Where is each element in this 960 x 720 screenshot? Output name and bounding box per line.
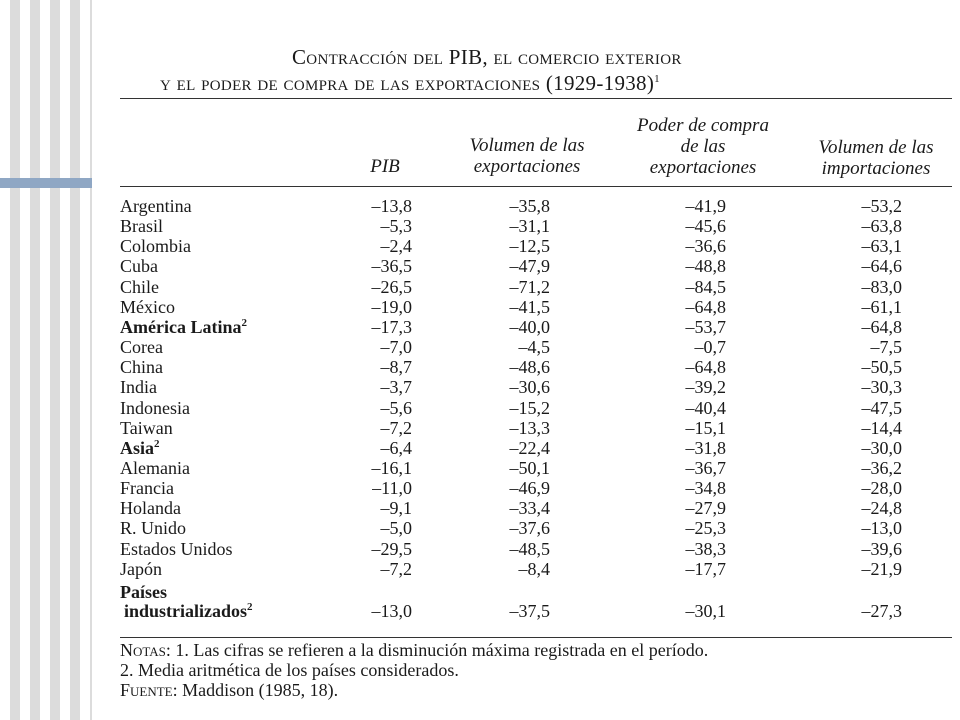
note-line-1	[120, 640, 950, 660]
cell-poder-compra: –25,3	[685, 518, 726, 538]
cell-vol-import: –64,6	[861, 256, 902, 276]
row-name	[120, 357, 163, 377]
cell-vol-import: –27,3	[861, 601, 902, 621]
cell-vol-import: –39,6	[861, 539, 902, 559]
cell-pib: –26,5	[371, 277, 412, 297]
cell-vol-import: –30,3	[861, 377, 902, 397]
cell-poder-compra: –53,7	[685, 317, 726, 337]
row-name	[120, 337, 163, 357]
table-row	[0, 458, 960, 478]
cell-poder-compra: –0,7	[694, 337, 726, 357]
table-row	[0, 478, 960, 498]
cell-vol-export: –12,5	[509, 236, 550, 256]
table-row	[0, 277, 960, 297]
bottom-rule	[120, 637, 952, 638]
table-row	[0, 297, 960, 317]
row-name-text: Indonesia	[120, 398, 190, 418]
cell-poder-compra: –34,8	[685, 478, 726, 498]
table-row	[0, 518, 960, 538]
title-line-2-text: y el poder de compra de las exportaciones (1929-1938)	[160, 71, 655, 95]
table-row	[0, 357, 960, 377]
cell-vol-import: –36,2	[861, 458, 902, 478]
row-name-text: industrializados	[124, 601, 248, 621]
cell-vol-import: –28,0	[861, 478, 902, 498]
cell-vol-export: –41,5	[509, 297, 550, 317]
header-rule	[120, 186, 952, 187]
cell-pib: –36,5	[371, 256, 412, 276]
cell-pib: –8,7	[380, 357, 412, 377]
cell-poder-compra: –64,8	[685, 357, 726, 377]
row-footnote-marker: 2	[241, 317, 247, 329]
header-pib: PIB	[370, 156, 400, 177]
cell-poder-compra: –38,3	[685, 539, 726, 559]
row-name-text: Japón	[120, 559, 162, 579]
cell-vol-export: –46,9	[509, 478, 550, 498]
note-1: : 1. Las cifras se refieren a la disminución máxima registrada en el período.	[165, 640, 709, 660]
cell-poder-compra: –64,8	[685, 297, 726, 317]
cell-poder-compra: –36,7	[685, 458, 726, 478]
row-name-text: Alemania	[120, 458, 190, 478]
table-row	[0, 256, 960, 276]
row-name	[120, 256, 158, 276]
row-name	[120, 478, 174, 498]
cell-poder-compra: –15,1	[685, 418, 726, 438]
row-name	[120, 297, 175, 317]
cell-vol-export: –40,0	[509, 317, 550, 337]
header-vol-import: Volumen de las importaciones	[818, 137, 934, 179]
cell-pib: –5,6	[380, 398, 412, 418]
row-name	[120, 277, 159, 297]
header-vol-export: Volumen de las exportaciones	[469, 135, 585, 177]
cell-pib: –19,0	[371, 297, 412, 317]
table-row	[0, 196, 960, 216]
cell-pib: –17,3	[371, 317, 412, 337]
cell-pib: –7,0	[380, 337, 412, 357]
cell-vol-import: –13,0	[861, 518, 902, 538]
cell-vol-import: –50,5	[861, 357, 902, 377]
cell-vol-import: –64,8	[861, 317, 902, 337]
cell-pib: –16,1	[371, 458, 412, 478]
row-name-text: América Latina	[120, 317, 242, 337]
cell-pib: –11,0	[372, 478, 412, 498]
row-name-text: México	[120, 297, 175, 317]
title-line-1: Contracción del PIB, el comercio exterior	[292, 45, 682, 69]
cell-vol-import: –30,0	[861, 438, 902, 458]
row-name-text: Cuba	[120, 256, 158, 276]
row-name-text: Chile	[120, 277, 159, 297]
cell-vol-import: –47,5	[861, 398, 902, 418]
cell-pib: –2,4	[380, 236, 412, 256]
row-name: Países	[120, 582, 167, 602]
cell-poder-compra: –40,4	[685, 398, 726, 418]
row-name-text: India	[120, 377, 157, 397]
table-row	[0, 398, 960, 418]
row-name	[120, 539, 233, 559]
row-name	[120, 458, 190, 478]
cell-vol-export: –35,8	[509, 196, 550, 216]
row-name-text: Colombia	[120, 236, 191, 256]
cell-poder-compra: –31,8	[685, 438, 726, 458]
cell-poder-compra: –45,6	[685, 216, 726, 236]
cell-poder-compra: –17,7	[685, 559, 726, 579]
row-name	[120, 377, 157, 397]
table-row	[0, 438, 960, 458]
row-name	[120, 518, 186, 538]
cell-pib: –9,1	[380, 498, 412, 518]
cell-pib: –5,3	[380, 216, 412, 236]
table-row	[0, 337, 960, 357]
cell-pib: –5,0	[380, 518, 412, 538]
table-row	[0, 498, 960, 518]
table-row-industrializados-1	[0, 582, 960, 602]
cell-pib: –29,5	[371, 539, 412, 559]
cell-vol-import: –14,4	[861, 418, 902, 438]
row-name	[120, 216, 163, 236]
cell-vol-export: –4,5	[518, 337, 550, 357]
cell-pib: –7,2	[380, 418, 412, 438]
cell-vol-export: –48,5	[509, 539, 550, 559]
cell-vol-import: –21,9	[861, 559, 902, 579]
cell-vol-export: –22,4	[509, 438, 550, 458]
cell-poder-compra: –39,2	[685, 377, 726, 397]
table-row	[0, 539, 960, 559]
cell-vol-export: –50,1	[509, 458, 550, 478]
cell-pib: –3,7	[380, 377, 412, 397]
cell-vol-export: –37,5	[509, 601, 550, 621]
cell-vol-export: –71,2	[509, 277, 550, 297]
table-row-industrializados	[0, 601, 960, 621]
cell-poder-compra: –27,9	[685, 498, 726, 518]
notes-label: Notas	[120, 640, 166, 660]
row-name-text: Estados Unidos	[120, 539, 233, 559]
cell-poder-compra: –84,5	[685, 277, 726, 297]
cell-poder-compra: –36,6	[685, 236, 726, 256]
top-rule	[120, 98, 952, 99]
row-name-text: Holanda	[120, 498, 181, 518]
row-name-text: Asia	[120, 438, 155, 458]
slide-accent-bar	[0, 178, 92, 188]
cell-pib: –6,4	[380, 438, 412, 458]
cell-vol-export: –48,6	[509, 357, 550, 377]
row-name	[120, 438, 160, 458]
cell-vol-export: –13,3	[509, 418, 550, 438]
row-name	[120, 236, 191, 256]
cell-vol-import: –53,2	[861, 196, 902, 216]
cell-poder-compra: –41,9	[685, 196, 726, 216]
table-row	[0, 418, 960, 438]
cell-vol-export: –33,4	[509, 498, 550, 518]
table-row	[0, 317, 960, 337]
row-name	[120, 317, 247, 337]
source-text: : Maddison (1985, 18).	[172, 680, 339, 700]
table-row	[0, 236, 960, 256]
cell-pib: –13,8	[371, 196, 412, 216]
row-name-text: Argentina	[120, 196, 192, 216]
row-name-text: Brasil	[120, 216, 163, 236]
title-footnote-marker: 1	[654, 73, 660, 85]
cell-vol-import: –7,5	[870, 337, 902, 357]
row-name-text: Corea	[120, 337, 163, 357]
row-name-text: Francia	[120, 478, 174, 498]
row-name	[120, 398, 190, 418]
table-row	[0, 559, 960, 579]
cell-vol-import: –63,8	[861, 216, 902, 236]
cell-pib: –7,2	[380, 559, 412, 579]
row-name-text: Taiwan	[120, 418, 173, 438]
cell-pib: –13,0	[371, 601, 412, 621]
row-name-text: China	[120, 357, 163, 377]
source-label: Fuente	[120, 680, 173, 700]
cell-poder-compra: –48,8	[685, 256, 726, 276]
source-line	[120, 680, 950, 700]
row-name-text: R. Unido	[120, 518, 187, 538]
row-name	[120, 418, 173, 438]
row-name	[120, 498, 181, 518]
note-line-2: 2. Media aritmética de los países considerados.	[120, 660, 459, 680]
cell-vol-export: –30,6	[509, 377, 550, 397]
row-name	[120, 559, 162, 579]
cell-vol-export: –31,1	[509, 216, 550, 236]
table-title	[160, 44, 852, 96]
row-name	[120, 196, 192, 216]
cell-vol-import: –61,1	[861, 297, 902, 317]
row-footnote-marker: 2	[154, 438, 160, 450]
cell-vol-export: –8,4	[518, 559, 550, 579]
title-line-2	[160, 70, 852, 96]
cell-poder-compra: –30,1	[685, 601, 726, 621]
row-name	[124, 601, 253, 621]
table-notes	[120, 640, 950, 700]
table-row	[0, 377, 960, 397]
header-poder-compra: Poder de compra de las exportaciones	[637, 115, 769, 178]
row-footnote-marker: 2	[247, 601, 253, 613]
cell-vol-export: –37,6	[509, 518, 550, 538]
cell-vol-import: –63,1	[861, 236, 902, 256]
cell-vol-export: –47,9	[509, 256, 550, 276]
table-row	[0, 216, 960, 236]
cell-vol-export: –15,2	[509, 398, 550, 418]
cell-vol-import: –83,0	[861, 277, 902, 297]
cell-vol-import: –24,8	[861, 498, 902, 518]
